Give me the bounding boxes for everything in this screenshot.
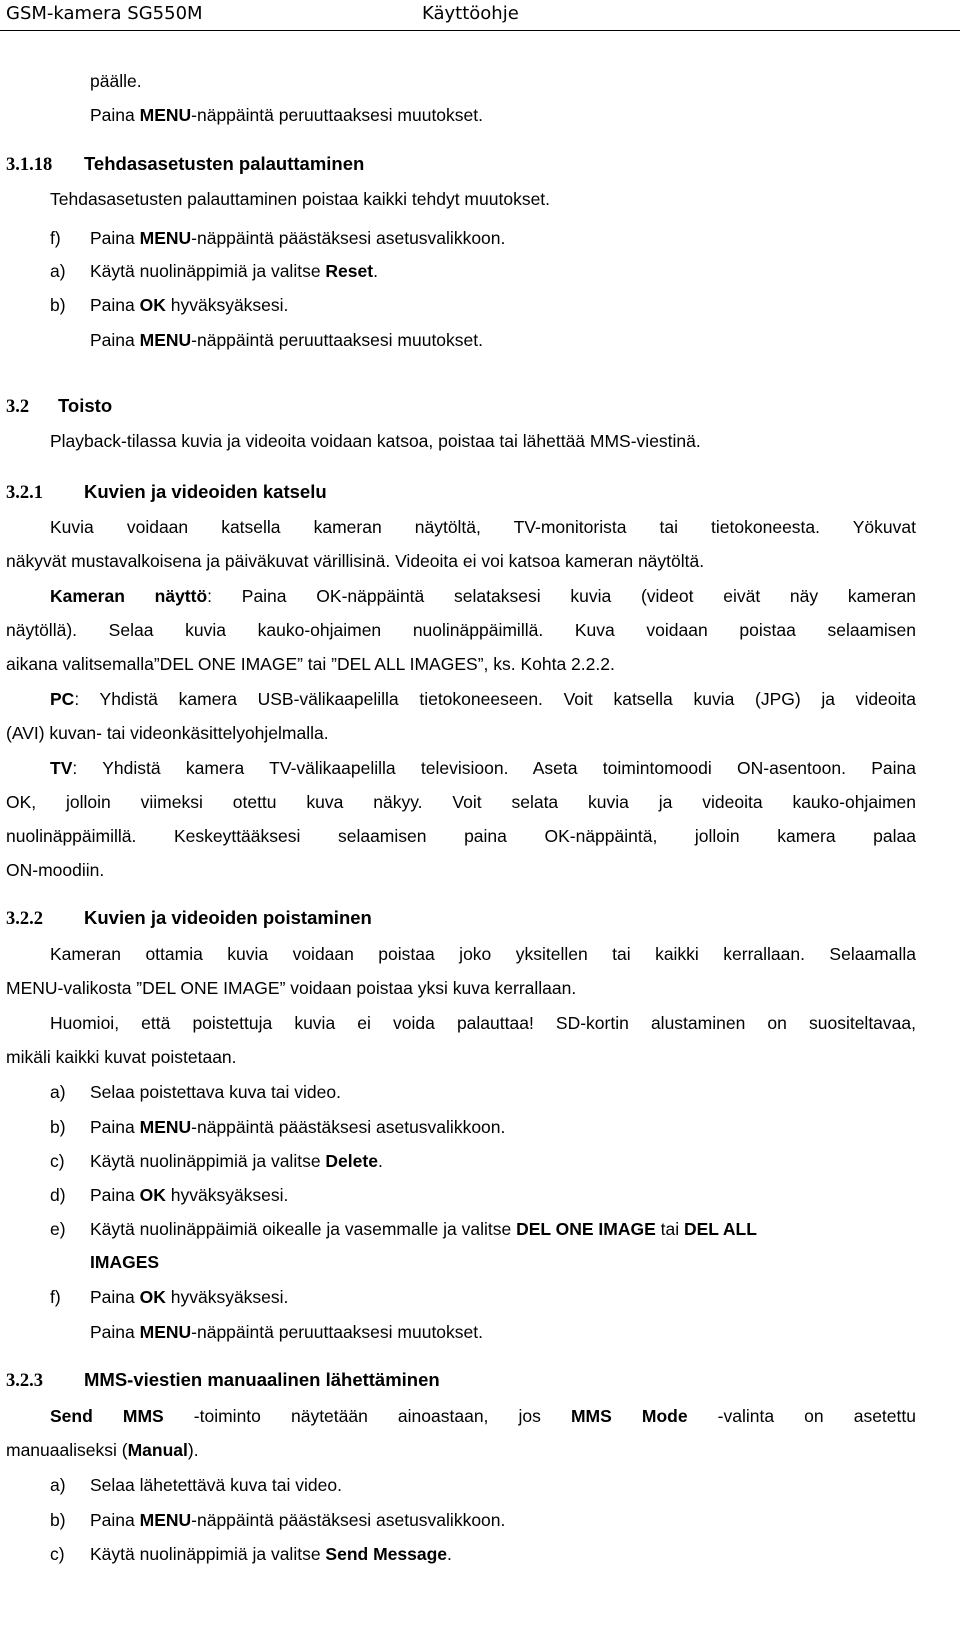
paragraph-line: manuaaliseksi (Manual). [6, 1440, 199, 1460]
section-heading: 3.2 Toisto [6, 395, 113, 417]
paragraph-line: Kameran näyttö: Paina OK-näppäintä selataksesi kuvia (videot eivät näy kameran [50, 586, 916, 606]
cancel-note: Paina MENU-näppäintä peruuttaaksesi muutokset. [90, 1322, 483, 1342]
list-item: b) Paina MENU-näppäintä päästäksesi asetusvalikkoon. [50, 1510, 506, 1530]
label-camera-display: Kameran näyttö [50, 586, 208, 606]
document-type: Käyttöohje [422, 3, 519, 24]
list-item: b) Paina MENU-näppäintä päästäksesi asetusvalikkoon. [50, 1117, 506, 1137]
list-item-continuation: IMAGES [90, 1252, 160, 1272]
paragraph-line: mikäli kaikki kuvat poistetaan. [6, 1047, 237, 1067]
list-item: f) Paina OK hyväksyäksesi. [50, 1287, 289, 1307]
cancel-note: Paina MENU-näppäintä peruuttaaksesi muutokset. [90, 330, 483, 350]
paragraph-line: näytöllä). Selaa kuvia kauko-ohjaimen nuolinäppäimillä. Kuva voidaan poistaa selaamisen [6, 620, 916, 640]
paragraph-line: MENU-valikosta ”DEL ONE IMAGE” voidaan poistaa yksi kuva kerrallaan. [6, 978, 577, 998]
paragraph-line: näkyvät mustavalkoisena ja päiväkuvat värillisinä. Videoita ei voi katsoa kameran näytöltä. [6, 551, 705, 571]
paragraph-line: ON-moodiin. [6, 860, 105, 880]
text-line: päälle. [90, 71, 142, 91]
paragraph-line: PC: Yhdistä kamera USB-välikaapelilla tietokoneeseen. Voit katsella kuvia (JPG) ja videoita [50, 689, 916, 709]
list-item: f) Paina MENU-näppäintä päästäksesi asetusvalikkoon. [50, 228, 506, 248]
list-item: b) Paina OK hyväksyäksesi. [50, 295, 289, 315]
section-heading: 3.1.18 Tehdasasetusten palauttaminen [6, 153, 365, 175]
paragraph-line: TV: Yhdistä kamera TV-välikaapelilla televisioon. Aseta toimintomoodi ON-asentoon. Paina [50, 758, 916, 778]
list-item: d) Paina OK hyväksyäksesi. [50, 1185, 289, 1205]
product-name: GSM-kamera SG550M [6, 3, 203, 24]
paragraph-line: aikana valitsemalla”DEL ONE IMAGE” tai ”DEL ALL IMAGES”, ks. Kohta 2.2.2. [6, 654, 615, 674]
paragraph-line: Kameran ottamia kuvia voidaan poistaa joko yksitellen tai kaikki kerrallaan. Selaamalla [50, 944, 916, 964]
list-item: c) Käytä nuolinäppimiä ja valitse Delete. [50, 1151, 383, 1171]
section-heading: 3.2.3 MMS-viestien manuaalinen lähettäminen [6, 1369, 440, 1391]
label-tv: TV [50, 758, 73, 778]
list-item: e) Käytä nuolinäppäimiä oikealle ja vasemmalle ja valitse DEL ONE IMAGE tai DEL ALL [50, 1219, 757, 1239]
section-heading: 3.2.2 Kuvien ja videoiden poistaminen [6, 907, 372, 929]
list-item: a) Käytä nuolinäppimiä ja valitse Reset. [50, 261, 378, 281]
list-item: c) Käytä nuolinäppimiä ja valitse Send Message. [50, 1544, 452, 1564]
paragraph-line: nuolinäppäimillä. Keskeyttääksesi selaamisen paina OK-näppäintä, jolloin kamera palaa [6, 826, 916, 846]
paragraph-line: (AVI) kuvan- tai videonkäsittelyohjelmalla. [6, 723, 329, 743]
label-pc: PC [50, 689, 75, 709]
section-heading: 3.2.1 Kuvien ja videoiden katselu [6, 481, 327, 503]
paragraph-line: Kuvia voidaan katsella kameran näytöltä, TV-monitorista tai tietokoneesta. Yökuvat [50, 517, 916, 537]
paragraph: Playback-tilassa kuvia ja videoita voidaan katsoa, poistaa tai lähettää MMS-viestinä. [50, 431, 701, 451]
list-item: a) Selaa lähetettävä kuva tai video. [50, 1475, 342, 1495]
list-item: a) Selaa poistettava kuva tai video. [50, 1082, 341, 1102]
page-header [0, 0, 960, 31]
paragraph-line: OK, jolloin viimeksi otettu kuva näkyy. Voit selata kuvia ja videoita kauko-ohjaimen [6, 792, 916, 812]
paragraph: Tehdasasetusten palauttaminen poistaa kaikki tehdyt muutokset. [50, 189, 551, 209]
paragraph-line: Send MMS -toiminto näytetään ainoastaan, jos MMS Mode -valinta on asetettu [50, 1406, 916, 1426]
cancel-note: Paina MENU-näppäintä peruuttaaksesi muutokset. [90, 105, 483, 125]
paragraph-line: Huomioi, että poistettuja kuvia ei voida palauttaa! SD-kortin alustaminen on suositeltavaa, [50, 1013, 916, 1033]
